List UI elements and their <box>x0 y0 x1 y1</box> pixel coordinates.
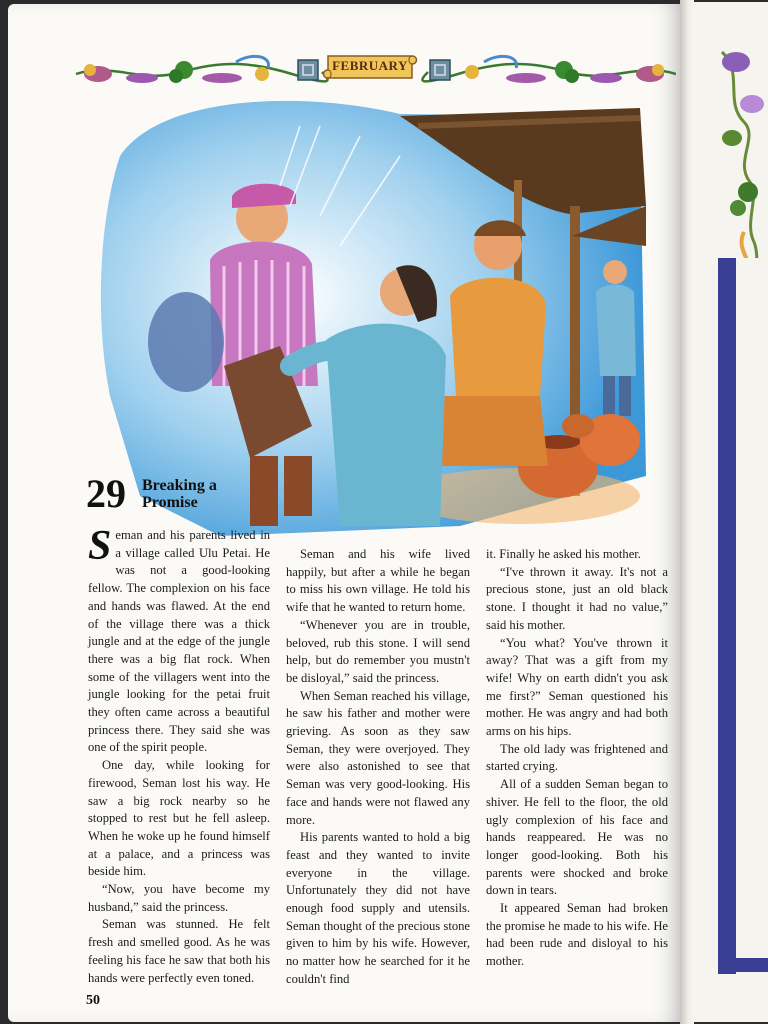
book-gutter <box>680 0 694 1024</box>
paragraph: It appeared Seman had broken the promise he made to his wife. He had been rude and disloyal to his mother. <box>486 901 668 969</box>
paragraph: The old lady was frightened and started crying. <box>486 741 668 774</box>
paragraph: When Seman reached his village, he saw his father and mother were grieving. As soon as they saw Seman, they were overjoyed. They were also astonished to see that Seman was very good-looking. His face and hands were not flawed any more. <box>286 688 470 827</box>
paragraph: “Now, you have become my husband,” said the princess. <box>88 882 270 914</box>
paragraph: “You what? You've thrown it away? That was a gift from my wife! Why on earth didn't you ask me first?” Seman questioned his mother. He was angry and had both arms on his hips. <box>486 635 668 739</box>
paragraph: One day, while looking for firewood, Seman lost his way. He saw a big rock nearby so he stopped to rest but he fell asleep. When he woke up he found himself at a palace, and a princess was beside him. <box>88 758 270 879</box>
story-number: 29 <box>86 471 126 516</box>
facing-page-border <box>734 258 768 972</box>
text-column-1 <box>88 523 270 987</box>
paragraph: Seman was stunned. He felt fresh and smelled good. As he was feeling his face he saw that both his hands were perfectly even toned. <box>88 917 270 985</box>
text-column-3 <box>486 546 668 971</box>
paragraph: “Whenever you are in trouble, beloved, rub this stone. I will send help, but do remember you mustn't be disloyal,” said the princess. <box>286 617 470 685</box>
paragraph: Seman and his wife lived happily, but after a while he began to miss his own village. He told his wife that he wanted to return home. <box>286 547 470 615</box>
paragraph: His parents wanted to hold a big feast and they wanted to invite everyone in the village. Unfortunately they did not have enough food supply and utensils. Seman thought of the precious stone given to him by his wife. However, no matter how he searched for it he couldn't find <box>286 830 470 986</box>
facing-page-edge <box>694 2 768 1022</box>
paragraph: “I've thrown it away. It's not a precious stone, just an old black stone. I thought it had no value,” said his mother. <box>486 564 668 632</box>
month-label: FEBRUARY <box>332 58 408 73</box>
paragraph: it. Finally he asked his mother. <box>486 547 641 561</box>
story-title: Breaking a Promise <box>142 477 217 511</box>
drop-cap: S <box>88 523 112 569</box>
paragraph: All of a sudden Seman began to shiver. He fell to the floor, the old ugly complexion of his face and hands reappeared. He was no longer good-looking. Both his parents were shocked and broke down in tears. <box>486 777 668 898</box>
paragraph: Seman and his parents lived in a village called Ulu Petai. He was not a good-looking fellow. The complexion on his face and hands was flawed. At the end of the village there was a thick jungle and at the edge of the jungle there was a big flat rock. When some of the villagers went into the jungle looking for the petai fruit they often came across a beautiful princess there. They said she was one of the spirit people. <box>88 523 270 755</box>
text-column-2 <box>286 546 470 989</box>
page-number: 50 <box>86 993 100 1008</box>
story-illustration <box>100 96 648 542</box>
